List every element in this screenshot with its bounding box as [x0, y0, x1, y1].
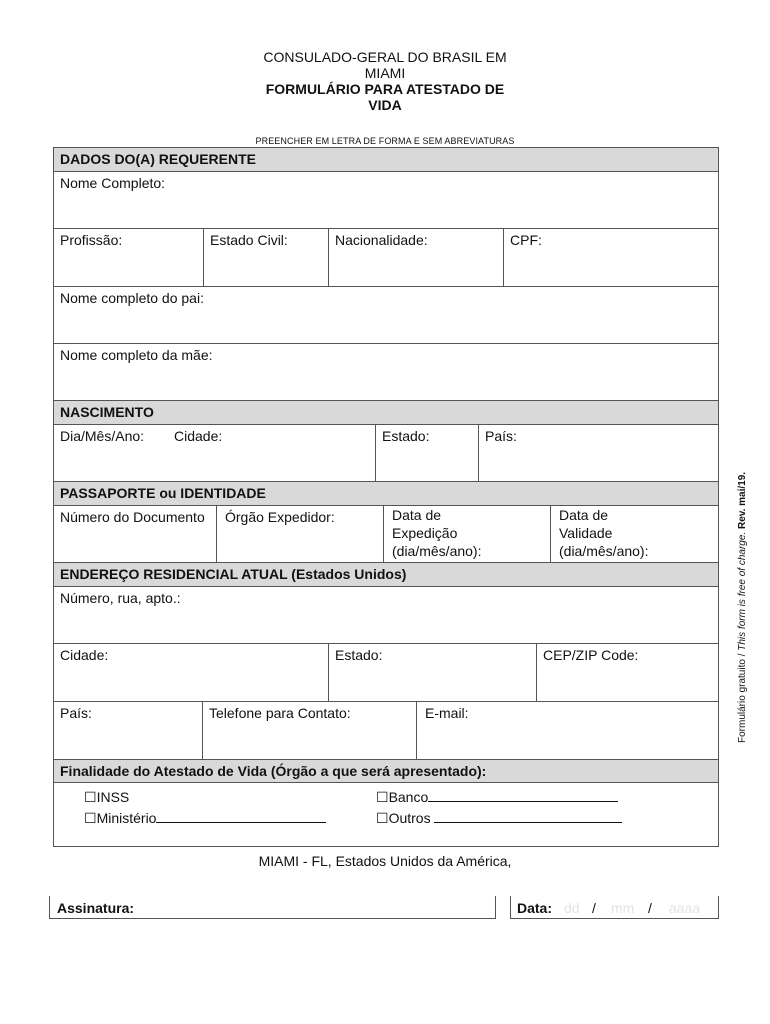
- endereco-cep-label: CEP/ZIP Code:: [543, 647, 639, 663]
- inss-checkbox[interactable]: ☐: [84, 789, 97, 805]
- endereco-pais-label: País:: [60, 705, 92, 721]
- nome-mae-label: Nome completo da mãe:: [60, 347, 213, 363]
- nacionalidade-label: Nacionalidade:: [335, 232, 428, 248]
- endereco-cidade-label: Cidade:: [60, 647, 109, 663]
- section-finalidade: Finalidade do Atestado de Vida (Órgão a que será apresentado):: [54, 760, 719, 783]
- date-separator-1: /: [592, 900, 596, 916]
- finalidade-options: [54, 783, 719, 847]
- data-validade-field[interactable]: [551, 506, 718, 562]
- estado-civil-label: Estado Civil:: [210, 232, 288, 248]
- ministerio-label: Ministério: [96, 810, 157, 826]
- telefone-label: Telefone para Contato:: [209, 705, 351, 721]
- data-expedicao-label-1: Data de: [392, 507, 442, 523]
- endereco-contato-row: [54, 702, 719, 760]
- data-expedicao-field[interactable]: [384, 506, 551, 562]
- nascimento-estado-field[interactable]: [375, 425, 478, 481]
- form-title-line-2: VIDA: [368, 97, 402, 113]
- consulate-line-2: MIAMI: [364, 65, 406, 81]
- date-separator-2: /: [648, 900, 652, 916]
- data-validade-label-1: Data de: [559, 507, 609, 523]
- option-ministerio[interactable]: [84, 808, 376, 829]
- section-nascimento: NASCIMENTO: [54, 401, 719, 425]
- signature-label: Assinatura:: [57, 900, 135, 916]
- banco-line[interactable]: [428, 789, 618, 802]
- side-note-normal: Formulário gratuito /: [737, 650, 748, 743]
- documento-numero-label: Número do Documento: [60, 509, 205, 525]
- telefone-field[interactable]: [203, 702, 417, 759]
- email-label: E-mail:: [425, 705, 469, 721]
- inss-label: INSS: [96, 789, 130, 805]
- data-validade-label-2: Validade: [559, 525, 613, 541]
- endereco-cep-field[interactable]: [537, 644, 718, 701]
- nascimento-pais-label: País:: [485, 428, 517, 444]
- endereco-pais-field[interactable]: [54, 702, 203, 759]
- nascimento-pais-field[interactable]: [478, 425, 718, 481]
- orgao-expedidor-field[interactable]: [217, 506, 384, 562]
- option-inss[interactable]: [84, 787, 376, 808]
- side-note-italic: This form is free of charge.: [737, 531, 748, 651]
- documento-numero-field[interactable]: [54, 506, 217, 562]
- ministerio-line[interactable]: [156, 810, 326, 823]
- date-label: Data:: [517, 900, 553, 916]
- data-expedicao-label-2: Expedição: [392, 525, 458, 541]
- section-requerente: DADOS DO(A) REQUERENTE: [54, 148, 719, 172]
- email-field[interactable]: [417, 702, 718, 759]
- ministerio-checkbox[interactable]: ☐: [84, 810, 97, 826]
- date-day-placeholder[interactable]: dd: [564, 900, 580, 916]
- option-outros[interactable]: [376, 808, 622, 829]
- passaporte-row: [54, 506, 719, 563]
- nascimento-data-label: Dia/Mês/Ano:: [60, 428, 145, 444]
- signature-field[interactable]: [49, 896, 496, 919]
- date-month-placeholder[interactable]: mm: [611, 900, 635, 916]
- cpf-label: CPF:: [510, 232, 542, 248]
- option-banco[interactable]: [376, 787, 618, 808]
- nacionalidade-field[interactable]: [329, 229, 504, 287]
- nome-pai-label: Nome completo do pai:: [60, 290, 204, 306]
- date-field[interactable]: [510, 896, 719, 919]
- data-validade-label-3: (dia/mês/ano):: [559, 543, 649, 559]
- profissao-label: Profissão:: [60, 232, 123, 248]
- data-expedicao-label-3: (dia/mês/ano):: [392, 543, 482, 559]
- profissao-field[interactable]: [54, 229, 204, 287]
- side-note-bold: Rev. mai/19.: [737, 471, 748, 532]
- cpf-field[interactable]: [504, 229, 719, 287]
- fill-instruction: PREENCHER EM LETRA DE FORMA E SEM ABREVIATURAS: [255, 136, 515, 146]
- form-table: [53, 147, 719, 847]
- nascimento-cidade-field[interactable]: [168, 425, 375, 481]
- endereco-estado-field[interactable]: [329, 644, 537, 701]
- section-passaporte: PASSAPORTE ou IDENTIDADE: [54, 482, 719, 506]
- consulate-line-1: CONSULADO-GERAL DO BRASIL EM: [263, 49, 507, 65]
- estado-civil-field[interactable]: [204, 229, 329, 287]
- endereco-rua-label: Número, rua, apto.:: [60, 590, 181, 606]
- banco-checkbox[interactable]: ☐: [376, 789, 389, 805]
- orgao-expedidor-label: Órgão Expedidor:: [225, 509, 335, 525]
- nome-completo-field[interactable]: [54, 172, 719, 229]
- endereco-cidade-field[interactable]: [54, 644, 329, 701]
- side-note: [737, 472, 748, 743]
- nascimento-row: [54, 425, 719, 482]
- nascimento-data-field[interactable]: [54, 425, 168, 481]
- endereco-rua-field[interactable]: [54, 587, 719, 644]
- endereco-cidade-row: [54, 644, 719, 702]
- nome-mae-field[interactable]: [54, 344, 719, 401]
- section-endereco: ENDEREÇO RESIDENCIAL ATUAL (Estados Unidos): [54, 563, 719, 587]
- date-year-placeholder[interactable]: aaaa: [669, 900, 701, 916]
- nome-pai-field[interactable]: [54, 287, 719, 344]
- consulate-name: [185, 49, 585, 113]
- outros-checkbox[interactable]: ☐: [376, 810, 389, 826]
- nome-completo-label: Nome Completo:: [60, 175, 166, 191]
- location-line: MIAMI - FL, Estados Unidos da América,: [258, 853, 512, 869]
- endereco-estado-label: Estado:: [335, 647, 383, 663]
- nascimento-estado-label: Estado:: [382, 428, 430, 444]
- banco-label: Banco: [388, 789, 429, 805]
- outros-label: Outros: [388, 810, 431, 826]
- outros-line[interactable]: [434, 810, 622, 823]
- nascimento-cidade-label: Cidade:: [174, 428, 223, 444]
- form-title-line-1: FORMULÁRIO PARA ATESTADO DE: [265, 81, 505, 97]
